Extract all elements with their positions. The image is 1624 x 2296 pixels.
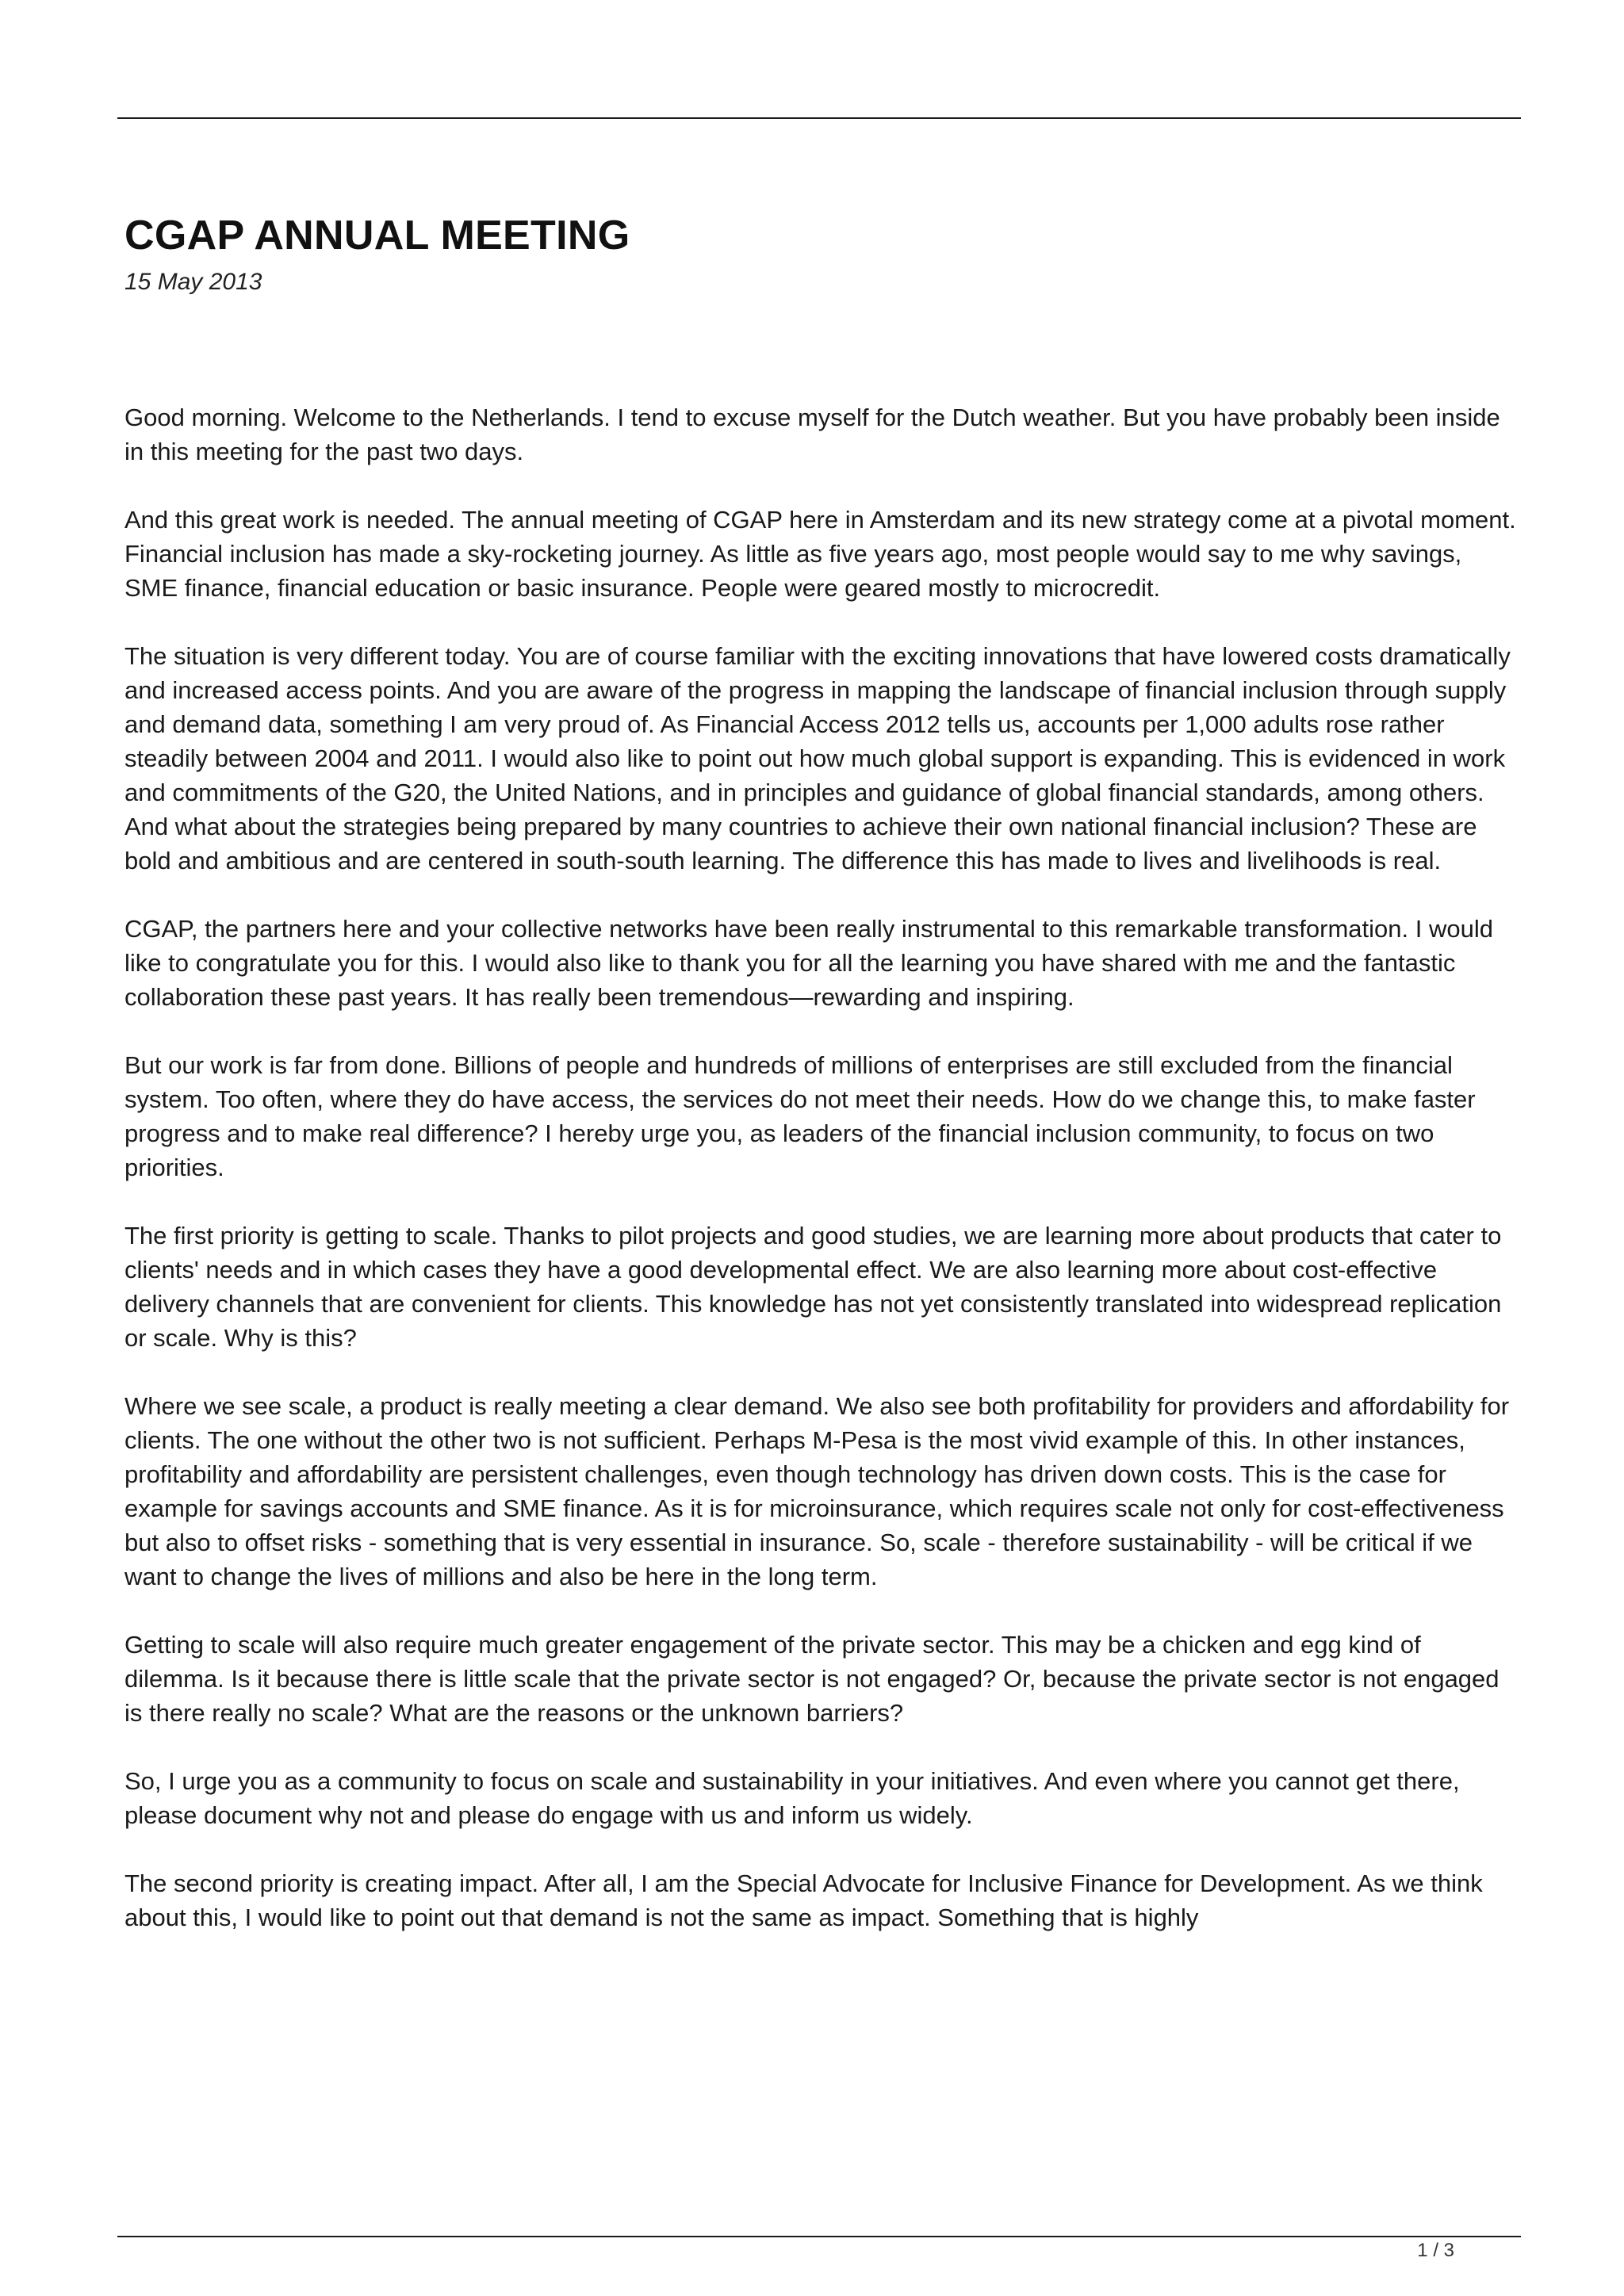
paragraph: The situation is very different today. You are of course familiar with the exciting innovations that have lowered costs dramatically and increased access points. And you are aware of the progress in mapping the landscape of financial inclusion through supply and demand data, something I am very proud of. As Financial Access 2012 tells us, accounts per 1,000 adults rose rather steadily between 2004 and 2011. I would also like to point out how much global support is expanding. This is evidenced in work and commitments of the G20, the United Nations, and in principles and guidance of global financial standards, among others. And what about the strategies being prepared by many countries to achieve their own national financial inclusion? These are bold and ambitious and are centered in south-south learning. The difference this has made to lives and livelihoods is real. — [124, 642, 1511, 874]
paragraph: The first priority is getting to scale. Thanks to pilot projects and good studies, we are learning more about products that cater to clients' needs and in which cases they have a good developmental effect. We are also learning more about cost-effective delivery channels that are convenient for clients. This knowledge has not yet consistently translated into widespread replication or scale. Why is this? — [124, 1222, 1502, 1352]
header-rule — [117, 117, 1521, 119]
document-title: CGAP ANNUAL MEETING — [124, 212, 630, 258]
page-number: 1 / 3 — [1417, 2240, 1454, 2261]
paragraph: Good morning. Welcome to the Netherlands. I tend to excuse myself for the Dutch weather. But you have probably been inside in this meeting for the past two days. — [124, 404, 1500, 465]
paragraph: The second priority is creating impact. After all, I am the Special Advocate for Inclusive Finance for Development. As we think about this, I would like to point out that demand is not the same as impact. Something that is highly — [124, 1869, 1483, 1931]
footer-rule — [117, 2236, 1521, 2237]
document-body — [124, 400, 1520, 1969]
paragraph: Where we see scale, a product is really meeting a clear demand. We also see both profitability for providers and affordability for clients. The one without the other two is not sufficient. Perhaps M-Pesa is the most vivid example of this. In other instances, profitability and affordability are persistent challenges, even though technology has driven down costs. This is the case for example for savings accounts and SME finance. As it is for microinsurance, which requires scale not only for cost-effectiveness but also to offset risks - something that is very essential in insurance. So, scale - therefore sustainability - will be critical if we want to change the lives of millions and also be here in the long term. — [124, 1392, 1510, 1590]
paragraph: And this great work is needed. The annual meeting of CGAP here in Amsterdam and its new strategy come at a pivotal moment. Financial inclusion has made a sky-rocketing journey. As little as five years ago, most people would say to me why savings, SME finance, financial education or basic insurance. People were geared mostly to microcredit. — [124, 506, 1516, 602]
paragraph: So, I urge you as a community to focus on scale and sustainability in your initiatives. And even where you cannot get there, please document why not and please do engage with us and inform us widely. — [124, 1767, 1460, 1829]
paragraph: Getting to scale will also require much greater engagement of the private sector. This may be a chicken and egg kind of dilemma. Is it because there is little scale that the private sector is not engaged? Or, because the private sector is not engaged is there really no scale? What are the reasons or the unknown barriers? — [124, 1631, 1500, 1727]
paragraph: CGAP, the partners here and your collective networks have been really instrumental to this remarkable transformation. I would like to congratulate you for this. I would also like to thank you for all the learning you have shared with me and the fantastic collaboration these past years. It has really been tremendous—rewarding and inspiring. — [124, 915, 1493, 1011]
paragraph: But our work is far from done. Billions of people and hundreds of millions of enterprises are still excluded from the financial system. Too often, where they do have access, the services do not meet their needs. How do we change this, to make faster progress and to make real difference? I hereby urge you, as leaders of the financial inclusion community, to focus on two priorities. — [124, 1051, 1476, 1181]
document-date: 15 May 2013 — [124, 269, 262, 295]
